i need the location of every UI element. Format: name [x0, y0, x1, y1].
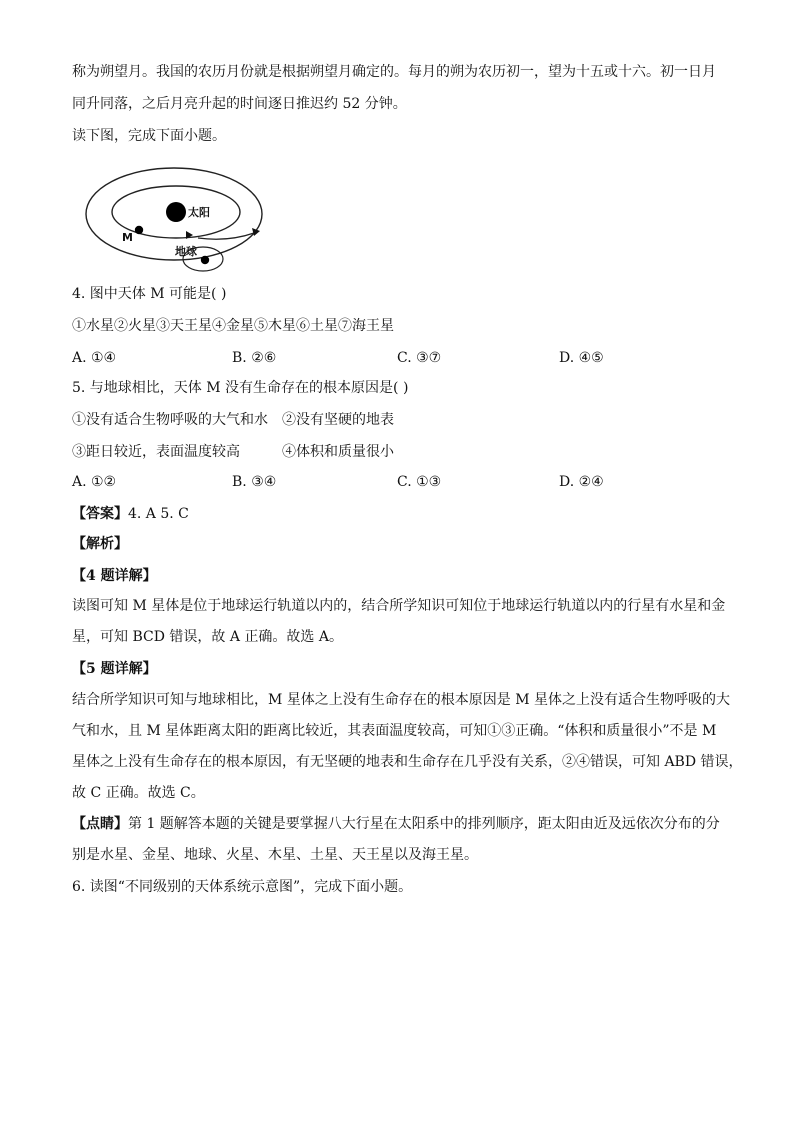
- q4-detail-line-2: 星，可知 BCD 错误，故 A 正确。故选 A。: [72, 629, 343, 645]
- q5-option-b[interactable]: B. ③④: [232, 474, 277, 490]
- tip-text-1: 第 1 题解答本题的关键是要掌握八大行星在太阳系中的排列顺序，距太阳由近及远依次分布的分: [128, 816, 720, 832]
- planet-m-label: M: [122, 231, 133, 244]
- orbit-direction-line: [198, 233, 254, 239]
- q5-choice-2: ②没有坚硬的地表: [282, 412, 394, 428]
- q5-detail-line-2: 气和水，且 M 星体距离太阳的距离比较近，其表面温度较高，可知①③正确。“体积和质量很小”不是 M: [72, 723, 717, 739]
- q4-stem: 4. 图中天体 M 可能是( ): [72, 286, 227, 302]
- answer-line: [72, 504, 189, 524]
- sun-label: 太阳: [188, 206, 210, 219]
- orbit-diagram-svg: [78, 164, 278, 284]
- sun-icon: [166, 202, 186, 222]
- q4-option-a[interactable]: A. ①④: [72, 350, 117, 366]
- q5-detail-line-3: 星体之上没有生命存在的根本原因，有无坚硬的地表和生命存在几乎没有关系，②④错误，可知 ABD 错误，: [72, 754, 743, 770]
- q5-choice-4: ④体积和质量很小: [282, 444, 394, 460]
- earth-icon: [201, 256, 209, 264]
- answer-text: 4. A 5. C: [128, 506, 189, 522]
- q4-choices: ①水星②火星③天王星④金星⑤木星⑥土星⑦海王星: [72, 318, 394, 334]
- intro-line-1: 称为朔望月。我国的农历月份就是根据朔望月确定的。每月的朔为农历初一，望为十五或十六。初一日月: [72, 64, 716, 80]
- tip-tag: 【点睛】: [72, 816, 128, 832]
- q5-detail-line-1: 结合所学知识可知与地球相比，M 星体之上没有生命存在的根本原因是 M 星体之上没有适合生物呼吸的大: [72, 692, 731, 708]
- q5-detail-line-4: 故 C 正确。故选 C。: [72, 785, 205, 801]
- q4-detail-tag: 【4 题详解】: [72, 568, 157, 584]
- q5-choice-1: ①没有适合生物呼吸的大气和水: [72, 412, 268, 428]
- q4-option-c[interactable]: C. ③⑦: [397, 350, 442, 366]
- earth-label: 地球: [175, 245, 197, 258]
- q4-option-d[interactable]: D. ④⑤: [559, 350, 604, 366]
- q5-detail-tag: 【5 题详解】: [72, 661, 157, 677]
- q5-stem: 5. 与地球相比，天体 M 没有生命存在的根本原因是( ): [72, 380, 409, 396]
- tip-line-1: [72, 814, 720, 834]
- tip-line-2: 别是水星、金星、地球、火星、木星、土星、天王星以及海王星。: [72, 847, 478, 863]
- orbit-diagram: [78, 164, 278, 284]
- intro-line-2: 同升同落，之后月亮升起的时间逐日推迟约 52 分钟。: [72, 96, 407, 112]
- q5-option-d[interactable]: D. ②④: [559, 474, 604, 490]
- q6-stem: 6. 读图“不同级别的天体系统示意图”，完成下面小题。: [72, 879, 413, 895]
- analysis-tag: 【解析】: [72, 536, 128, 552]
- q4-detail-line-1: 读图可知 M 星体是位于地球运行轨道以内的，结合所学知识可知位于地球运行轨道以内的行星有水星和金: [72, 598, 726, 614]
- q4-option-b[interactable]: B. ②⑥: [232, 350, 277, 366]
- q5-choice-3: ③距日较近，表面温度较高: [72, 444, 240, 460]
- q5-option-a[interactable]: A. ①②: [72, 474, 117, 490]
- planet-m-icon: [135, 226, 143, 234]
- q5-option-c[interactable]: C. ①③: [397, 474, 442, 490]
- answer-tag: 【答案】: [72, 506, 128, 522]
- intro-instruction: 读下图，完成下面小题。: [72, 128, 226, 144]
